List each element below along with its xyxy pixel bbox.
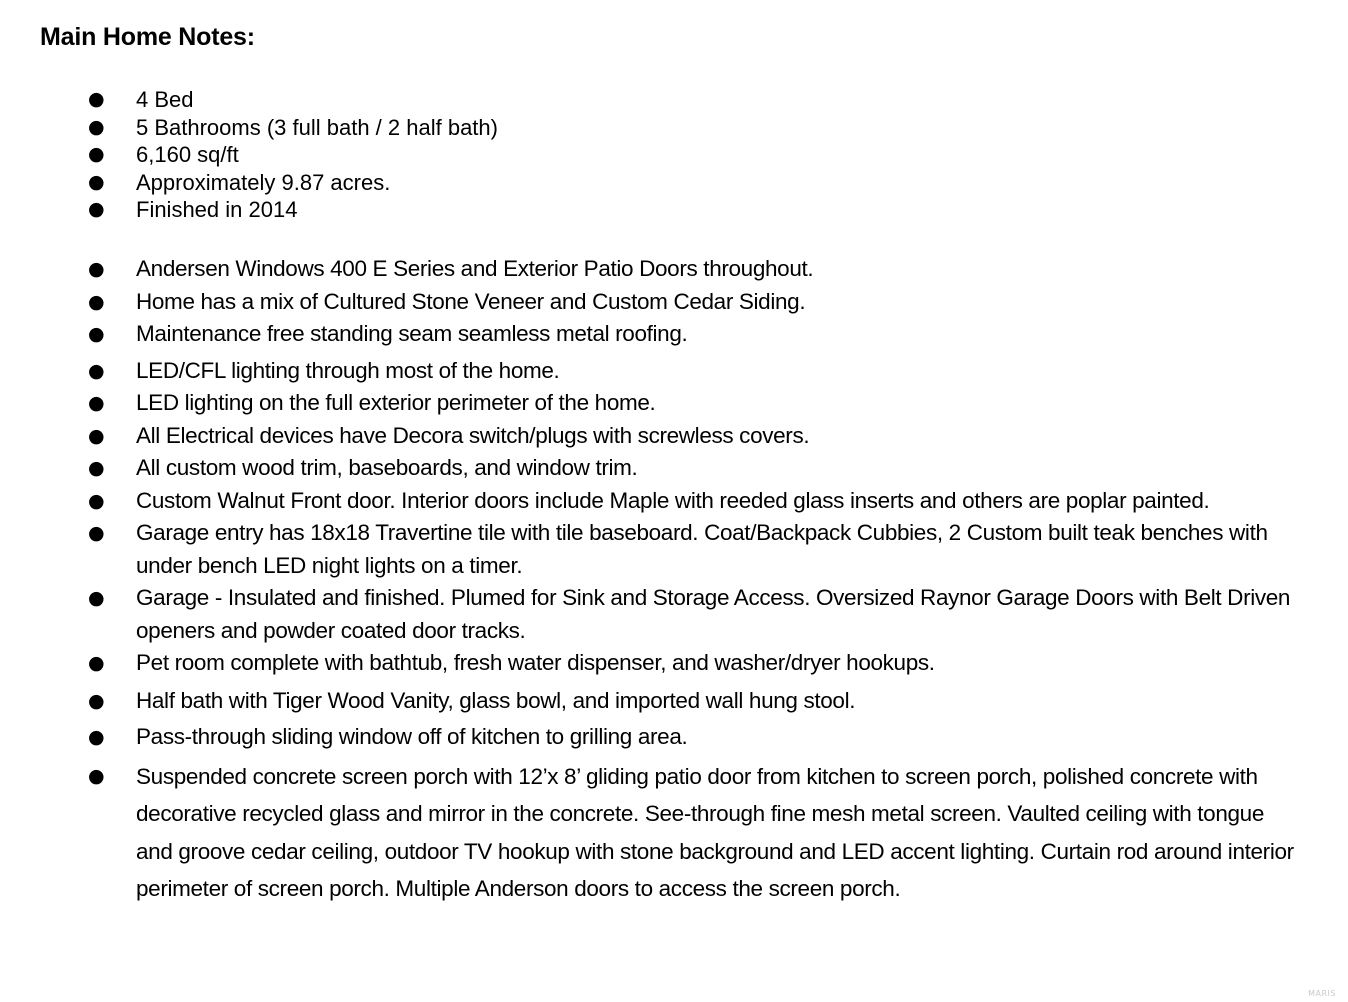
list-item-text: LED/CFL lighting through most of the home. <box>136 357 560 383</box>
list-item <box>0 355 1300 388</box>
list-item-text: 6,160 sq/ft <box>136 142 239 167</box>
bullet-icon: ● <box>88 489 105 512</box>
bullet-icon: ● <box>88 587 105 609</box>
list-item-text: Maintenance free standing seam seamless metal roofing. <box>136 321 688 346</box>
list-item <box>0 721 1300 754</box>
features-list <box>0 253 1300 908</box>
list-item <box>0 420 1300 453</box>
list-item-text: All custom wood trim, baseboards, and window trim. <box>136 455 638 480</box>
list-item <box>0 758 1300 908</box>
list-item <box>0 196 1300 224</box>
bullet-icon: ● <box>88 323 105 345</box>
bullet-icon: ● <box>88 359 105 382</box>
list-item <box>0 318 1300 351</box>
list-item-text: Home has a mix of Cultured Stone Veneer and Custom Cedar Siding. <box>136 288 806 314</box>
bullet-icon: ● <box>88 392 105 414</box>
list-item-text: Approximately 9.87 acres. <box>136 169 391 195</box>
list-item-text: 4 Bed <box>136 87 194 112</box>
list-item <box>0 485 1300 518</box>
bullet-icon: ● <box>88 88 105 110</box>
list-item <box>0 685 1300 718</box>
list-item <box>0 582 1300 647</box>
bullet-icon: ● <box>88 424 105 447</box>
watermark: MARIS <box>1308 989 1336 998</box>
list-item-text: Half bath with Tiger Wood Vanity, glass bowl, and imported wall hung stool. <box>136 687 856 713</box>
list-item <box>0 286 1300 319</box>
bullet-icon: ● <box>88 170 105 193</box>
list-item <box>0 86 1300 114</box>
list-item-text: Suspended concrete screen porch with 12’x 8’ gliding patio door from kitchen to screen porch, polished concrete with decorative recycled glass and mirror in the concrete. See-through fine mesh metal screen. Vaulted ceiling with tongue and groove cedar ceiling, outdoor TV hookup with stone background and LED accent lighting. Curtain rod around interior perimeter of screen porch. Multiple Anderson doors to access the screen porch. <box>136 763 1294 901</box>
list-item <box>0 517 1300 582</box>
list-item-text: 5 Bathrooms (3 full bath / 2 half bath) <box>136 114 498 140</box>
list-item <box>0 169 1300 197</box>
list-item-text: LED lighting on the full exterior perimeter of the home. <box>136 390 656 415</box>
list-item <box>0 253 1300 286</box>
bullet-icon: ● <box>88 689 105 712</box>
bullet-icon: ● <box>88 726 105 748</box>
list-item <box>0 141 1300 169</box>
list-item-text: Custom Walnut Front door. Interior doors include Maple with reeded glass inserts and others are poplar painted. <box>136 487 1210 513</box>
list-item <box>0 647 1300 680</box>
summary-list <box>0 86 1300 224</box>
bullet-icon: ● <box>88 143 105 165</box>
list-item <box>0 452 1300 485</box>
bullet-icon: ● <box>88 290 105 313</box>
bullet-icon: ● <box>88 522 105 544</box>
list-item-text: All Electrical devices have Decora switch/plugs with screwless covers. <box>136 422 810 448</box>
list-item-text: Garage - Insulated and finished. Plumed for Sink and Storage Access. Oversized Raynor Garage Doors with Belt Driven openers and powder coated door tracks. <box>136 585 1291 643</box>
bullet-icon: ● <box>88 764 105 787</box>
bullet-icon: ● <box>88 457 105 479</box>
list-item-text: Finished in 2014 <box>136 197 298 222</box>
list-item <box>0 387 1300 420</box>
bullet-icon: ● <box>88 115 105 138</box>
bullet-icon: ● <box>88 652 105 674</box>
list-item-text: Pet room complete with bathtub, fresh water dispenser, and washer/dryer hookups. <box>136 650 935 675</box>
list-item-text: Andersen Windows 400 E Series and Exterior Patio Doors throughout. <box>136 256 814 281</box>
list-item-text: Pass-through sliding window off of kitchen to grilling area. <box>136 724 688 749</box>
list-item <box>0 114 1300 142</box>
page-title: Main Home Notes: <box>40 23 255 51</box>
list-item-text: Garage entry has 18x18 Travertine tile with tile baseboard. Coat/Backpack Cubbies, 2 Custom built teak benches with under bench LED night lights on a timer. <box>136 520 1268 578</box>
bullet-icon: ● <box>88 258 105 280</box>
bullet-icon: ● <box>88 198 105 220</box>
